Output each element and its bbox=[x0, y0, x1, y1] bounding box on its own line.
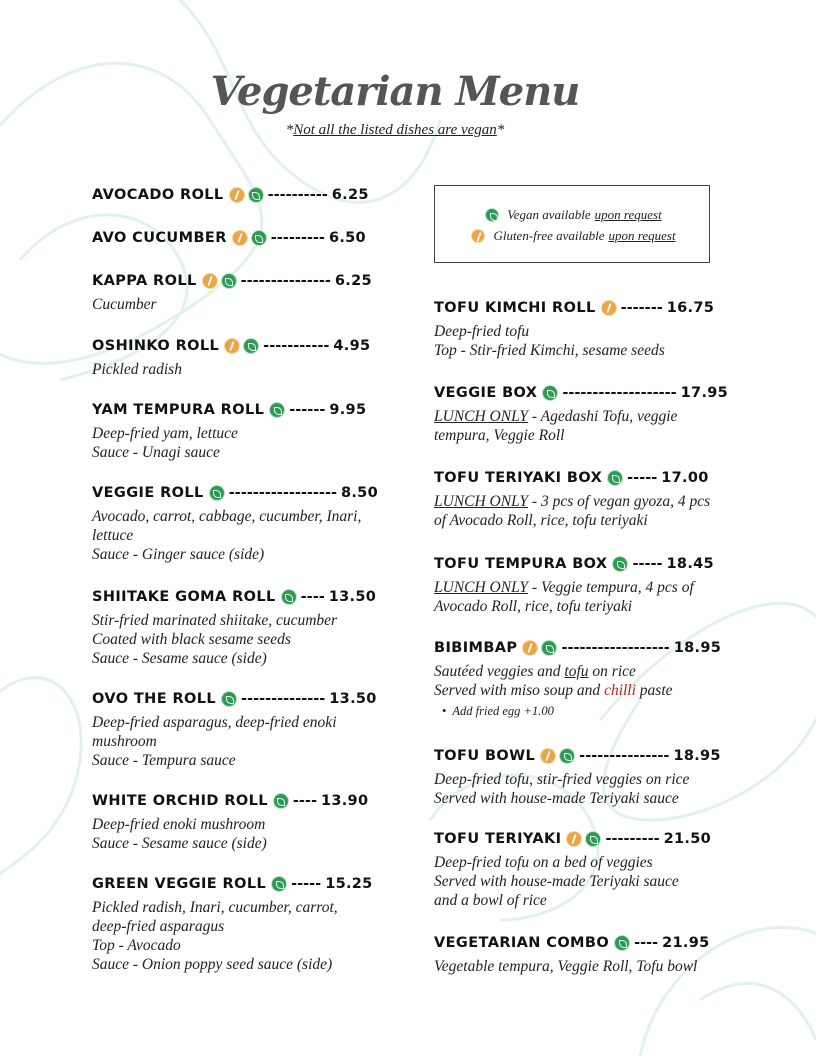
menu-item-heading bbox=[434, 637, 734, 659]
menu-item bbox=[92, 688, 392, 770]
menu-item-price: 9.95 bbox=[329, 402, 367, 418]
gluten-free-wheat-icon bbox=[202, 273, 218, 289]
menu-item-heading bbox=[92, 482, 392, 504]
vegan-leaf-icon bbox=[251, 230, 267, 246]
menu-item-heading bbox=[92, 688, 392, 710]
description-line: Deep-fried asparagus, deep-fried enoki bbox=[92, 714, 337, 731]
vegan-leaf-icon bbox=[559, 748, 575, 764]
menu-item-description bbox=[434, 770, 734, 808]
menu-item-description bbox=[92, 360, 392, 379]
menu-item-name: TOFU KIMCHI ROLL bbox=[434, 300, 596, 316]
description-line: Top - Stir-fried Kimchi, sesame seeds bbox=[434, 342, 665, 359]
menu-item-heading bbox=[92, 790, 392, 812]
menu-item-price: 18.95 bbox=[673, 748, 721, 764]
menu-item-heading bbox=[434, 467, 734, 489]
menu-item-heading bbox=[434, 932, 734, 954]
dotted-leader: ----- bbox=[632, 556, 663, 572]
vegan-leaf-icon bbox=[542, 385, 558, 401]
vegan-leaf-icon bbox=[485, 208, 499, 222]
menu-item-description bbox=[434, 322, 734, 360]
gluten-free-wheat-icon bbox=[522, 640, 538, 656]
legend-vegan-row: Vegan available upon request bbox=[435, 207, 709, 223]
page-title: Vegetarian Menu bbox=[210, 68, 580, 115]
menu-item-description bbox=[92, 507, 392, 564]
menu-item-heading bbox=[434, 828, 734, 850]
menu-item-description bbox=[434, 492, 734, 530]
menu-item bbox=[434, 828, 734, 910]
menu-item-price: 6.25 bbox=[334, 273, 372, 289]
description-line: Sauce - Ginger sauce (side) bbox=[92, 546, 265, 563]
menu-item-description bbox=[434, 578, 734, 616]
menu-item-name: TOFU TEMPURA BOX bbox=[434, 556, 608, 572]
menu-item bbox=[92, 184, 392, 206]
description-line: Stir-fried marinated shiitake, cucumber bbox=[92, 612, 338, 629]
description-line: Avocado, carrot, cabbage, cucumber, Inari, bbox=[92, 508, 362, 525]
vegan-leaf-icon bbox=[612, 556, 628, 572]
gluten-free-wheat-icon bbox=[540, 748, 556, 764]
menu-item-price: 21.95 bbox=[662, 935, 710, 951]
description-line: Served with miso soup and chilli paste bbox=[434, 682, 673, 699]
description-line: Sauce - Sesame sauce (side) bbox=[92, 835, 267, 852]
menu-item-name: TOFU TERIYAKI BOX bbox=[434, 470, 603, 486]
vegan-leaf-icon bbox=[221, 691, 237, 707]
vegan-leaf-icon bbox=[541, 640, 557, 656]
description-line: Served with house-made Teriyaki sauce bbox=[434, 873, 679, 890]
description-line: Cucumber bbox=[92, 296, 157, 313]
description-line bbox=[434, 578, 734, 597]
menu-item bbox=[92, 586, 392, 668]
dotted-leader: --------- bbox=[605, 831, 660, 847]
menu-item bbox=[434, 467, 734, 530]
description-line: mushroom bbox=[92, 733, 157, 750]
description-line: and a bowl of rice bbox=[434, 892, 547, 909]
lunch-only-tag: LUNCH ONLY bbox=[434, 579, 529, 596]
dotted-leader: ------ bbox=[289, 402, 326, 418]
dotted-leader: -------------- bbox=[241, 691, 326, 707]
description-line: Vegetable tempura, Veggie Roll, Tofu bowl bbox=[434, 958, 698, 975]
menu-item-description bbox=[434, 957, 734, 976]
lunch-only-tag: LUNCH ONLY bbox=[434, 493, 529, 510]
vegan-leaf-icon bbox=[585, 831, 601, 847]
dotted-leader: ------- bbox=[620, 300, 663, 316]
description-text: - Agedashi Tofu, veggie bbox=[528, 408, 678, 425]
vegan-leaf-icon bbox=[273, 793, 289, 809]
description-line bbox=[434, 407, 734, 426]
dotted-leader: --------------- bbox=[240, 273, 331, 289]
dotted-leader: ---- bbox=[292, 793, 317, 809]
description-line: Avocado Roll, rice, tofu teriyaki bbox=[434, 598, 633, 615]
description-line: Sauce - Onion poppy seed sauce (side) bbox=[92, 956, 333, 973]
description-line: Deep-fried yam, lettuce bbox=[92, 425, 238, 442]
menu-item bbox=[92, 399, 392, 462]
menu-item-name: VEGGIE ROLL bbox=[92, 485, 204, 501]
menu-item-description bbox=[434, 853, 734, 910]
menu-item-price: 18.95 bbox=[673, 640, 722, 656]
menu-item-heading bbox=[92, 270, 392, 292]
vegan-leaf-icon bbox=[248, 187, 264, 203]
vegan-leaf-icon bbox=[269, 402, 285, 418]
menu-item-name: GREEN VEGGIE ROLL bbox=[92, 876, 267, 892]
menu-item-price: 16.75 bbox=[666, 300, 715, 316]
dotted-leader: ---- bbox=[634, 935, 659, 951]
menu-item-name: OVO THE ROLL bbox=[92, 691, 217, 707]
menu-item-heading bbox=[434, 382, 734, 404]
dotted-leader: ---- bbox=[300, 589, 325, 605]
menu-item bbox=[434, 297, 734, 360]
vegan-leaf-icon bbox=[607, 470, 623, 486]
page-subtitle-note: *Not all the listed dishes are vegan* bbox=[285, 122, 505, 138]
menu-item-description bbox=[434, 662, 734, 700]
dotted-leader: ----------- bbox=[263, 338, 330, 354]
dotted-leader: ------------------ bbox=[561, 640, 670, 656]
menu-item-description bbox=[92, 611, 392, 668]
vegan-leaf-icon bbox=[209, 485, 225, 501]
gluten-free-wheat-icon bbox=[224, 338, 240, 354]
menu-item-price: 4.95 bbox=[333, 338, 371, 354]
menu-item-name: YAM TEMPURA ROLL bbox=[92, 402, 265, 418]
menu-item-name: TOFU TERIYAKI bbox=[434, 831, 562, 847]
description-line: Pickled radish, Inari, cucumber, carrot, bbox=[92, 899, 338, 916]
menu-item-price: 21.50 bbox=[663, 831, 712, 847]
legend-gluten-free-row: Gluten-free available upon request bbox=[435, 228, 709, 244]
menu-item-name: SHIITAKE GOMA ROLL bbox=[92, 589, 276, 605]
vegan-leaf-icon bbox=[271, 876, 287, 892]
menu-item bbox=[434, 745, 734, 808]
menu-item-price: 13.50 bbox=[329, 691, 377, 707]
menu-item bbox=[92, 270, 392, 314]
menu-item-heading bbox=[92, 399, 392, 421]
menu-item-price: 17.00 bbox=[661, 470, 709, 486]
description-line: tempura, Veggie Roll bbox=[434, 427, 565, 444]
menu-item bbox=[92, 873, 392, 974]
menu-item-name: KAPPA ROLL bbox=[92, 273, 197, 289]
gluten-free-wheat-icon bbox=[471, 229, 485, 243]
menu-item-heading bbox=[434, 745, 734, 767]
menu-item-name: TOFU BOWL bbox=[434, 748, 536, 764]
vegan-leaf-icon bbox=[281, 589, 297, 605]
menu-item-description bbox=[92, 898, 392, 974]
menu-item bbox=[434, 637, 734, 719]
description-line bbox=[434, 492, 734, 511]
description-line: Coated with black sesame seeds bbox=[92, 631, 291, 648]
menu-item bbox=[92, 227, 392, 249]
dotted-leader: ----- bbox=[291, 876, 322, 892]
dotted-leader: ----- bbox=[627, 470, 658, 486]
menu-item-description bbox=[434, 407, 734, 445]
menu-item-heading bbox=[92, 184, 392, 206]
vegan-leaf-icon bbox=[614, 935, 630, 951]
menu-item-description bbox=[92, 713, 392, 770]
description-text: - 3 pcs of vegan gyoza, 4 pcs bbox=[528, 493, 711, 510]
dotted-leader: --------------- bbox=[579, 748, 670, 764]
menu-item-name: AVOCADO ROLL bbox=[92, 187, 224, 203]
gluten-free-wheat-icon bbox=[229, 187, 245, 203]
dotted-leader: ------------------ bbox=[228, 485, 337, 501]
description-line: Sautéed veggies and tofu on rice bbox=[434, 663, 636, 680]
lunch-only-tag: LUNCH ONLY bbox=[434, 408, 529, 425]
menu-item-heading bbox=[92, 227, 392, 249]
gluten-free-wheat-icon bbox=[566, 831, 582, 847]
menu-item-name: OSHINKO ROLL bbox=[92, 338, 220, 354]
description-line: Sauce - Sesame sauce (side) bbox=[92, 650, 267, 667]
dotted-leader: ------------------- bbox=[562, 385, 677, 401]
menu-item-heading bbox=[92, 335, 392, 357]
menu-item-heading bbox=[92, 873, 392, 895]
menu-item bbox=[92, 482, 392, 564]
menu-item-name: VEGGIE BOX bbox=[434, 385, 538, 401]
vegan-leaf-icon bbox=[221, 273, 237, 289]
description-text: - Veggie tempura, 4 pcs of bbox=[528, 579, 694, 596]
menu-item-name: AVO CUCUMBER bbox=[92, 230, 227, 246]
menu-item bbox=[92, 790, 392, 853]
description-line: Top - Avocado bbox=[92, 937, 181, 954]
menu-item-name: WHITE ORCHID ROLL bbox=[92, 793, 268, 809]
description-line: Pickled radish bbox=[92, 361, 182, 378]
menu-item-description bbox=[92, 424, 392, 462]
vegan-leaf-icon bbox=[243, 338, 259, 354]
description-line: of Avocado Roll, rice, tofu teriyaki bbox=[434, 512, 648, 529]
menu-item bbox=[92, 335, 392, 379]
menu-item-price: 15.25 bbox=[325, 876, 373, 892]
menu-item-price: 6.25 bbox=[331, 187, 369, 203]
dotted-leader: --------- bbox=[270, 230, 325, 246]
description-line: Deep-fried tofu bbox=[434, 323, 530, 340]
menu-item-description bbox=[92, 815, 392, 853]
gluten-free-wheat-icon bbox=[232, 230, 248, 246]
menu-item-heading bbox=[434, 553, 734, 575]
menu-item-heading bbox=[434, 297, 734, 319]
menu-item bbox=[434, 553, 734, 616]
menu-item-price: 13.50 bbox=[328, 589, 377, 605]
description-line: Served with house-made Teriyaki sauce bbox=[434, 790, 679, 807]
description-line: Sauce - Unagi sauce bbox=[92, 444, 220, 461]
add-on-option: • Add fried egg +1.00 bbox=[434, 704, 734, 719]
menu-item-price: 17.95 bbox=[680, 385, 729, 401]
description-line: Sauce - Tempura sauce bbox=[92, 752, 236, 769]
menu-item-heading bbox=[92, 586, 392, 608]
menu-item-price: 6.50 bbox=[328, 230, 366, 246]
dotted-leader: ---------- bbox=[267, 187, 328, 203]
description-line: Deep-fried tofu, stir-fried veggies on rice bbox=[434, 771, 690, 788]
description-line: lettuce bbox=[92, 527, 134, 544]
menu-item-description bbox=[92, 295, 392, 314]
gluten-free-wheat-icon bbox=[601, 300, 617, 316]
description-line: deep-fried asparagus bbox=[92, 918, 225, 935]
menu-item bbox=[434, 932, 734, 976]
menu-item-price: 13.90 bbox=[320, 793, 369, 809]
menu-item-price: 8.50 bbox=[340, 485, 378, 501]
menu-item-price: 18.45 bbox=[666, 556, 714, 572]
dietary-legend-box bbox=[434, 185, 710, 263]
menu-item-name: BIBIMBAP bbox=[434, 640, 518, 656]
menu-item bbox=[434, 382, 734, 445]
description-line: Deep-fried enoki mushroom bbox=[92, 816, 266, 833]
description-line: Deep-fried tofu on a bed of veggies bbox=[434, 854, 653, 871]
menu-item-name: VEGETARIAN COMBO bbox=[434, 935, 610, 951]
